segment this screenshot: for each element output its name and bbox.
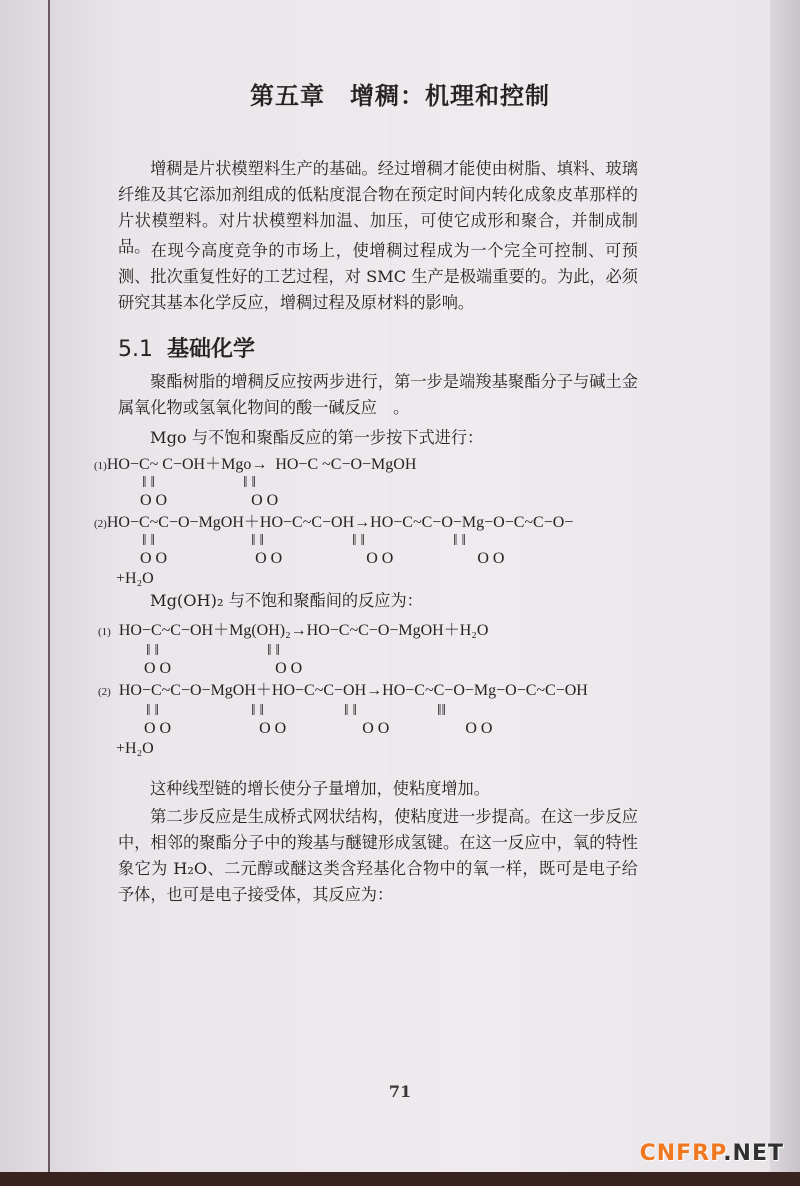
closing-paragraph-1	[118, 776, 638, 802]
carbonyl-oxygens: O O O O	[140, 492, 279, 509]
mgoh2-intro	[118, 588, 638, 614]
watermark-brand: CNFRP	[639, 1141, 724, 1166]
paragraph-text: 聚酯树脂的增稠反应按两步进行，第一步是端羧基聚酯分子与碱土金属氧化物或氢氧化物间的酸一碱反应 。	[118, 372, 638, 417]
carbonyl-oxygens: O O O O O O O O	[140, 550, 505, 567]
byproduct-water: +H₂O	[116, 570, 154, 587]
reaction-equation: HO−C~ C−OH＋Mgo→ HO−C ~C−O−MgOH	[106, 456, 417, 473]
section-paragraph-1	[118, 369, 638, 421]
closing-paragraph-2	[118, 804, 638, 908]
double-bond-marks: ‖ ‖ ‖ ‖ ‖ ‖ ‖ ‖	[142, 532, 466, 549]
reaction-label: (2)	[94, 518, 107, 530]
reaction-label: (1)	[98, 626, 111, 638]
site-watermark	[640, 1141, 784, 1166]
reaction-equation: HO−C~C−O−MgOH＋HO−C~C−OH→HO−C~C−O−Mg−O−C~C−OH	[118, 682, 588, 699]
section-heading	[118, 332, 255, 363]
reaction-label: (2)	[98, 686, 111, 698]
book-spine-edge	[0, 0, 50, 1186]
paragraph-text: 第二步反应是生成桥式网状结构，使粘度进一步提高。在这一步反应中，相邻的聚酯分子中的羧基与醚键形成氢键。在这一反应中，氧的特性象它为 H₂O、二元醇或醚这类含羟基化合物中的氧一样，既可是电子给予体，也可是电子接受体，其反应为：	[118, 807, 638, 904]
scan-bottom-edge	[0, 1172, 800, 1186]
chapter-title: 第五章 增稠：机理和控制	[250, 82, 550, 110]
reaction-equation: HO−C~C−OH＋Mg(OH)₂→HO−C~C−O−MgOH＋H₂O	[118, 622, 489, 639]
double-bond-marks: ‖ ‖ ‖ ‖	[146, 642, 280, 659]
paragraph-text: Mg(OH)₂ 与不饱和聚酯间的反应为：	[150, 591, 423, 610]
byproduct-water: +H₂O	[116, 740, 154, 757]
paragraph-text: 增稠是片状模塑料生产的基础。经过增稠才能使由树脂、填料、玻璃纤维及其它添加剂组成的低粘度混合物在预定时间内转化成象皮革那样的片状模塑料。对片状模塑料加温、加压，可使它成形和聚合，并制成制品。	[118, 159, 638, 256]
page-stack-edge	[770, 0, 800, 1186]
double-bond-marks: ‖ ‖ ‖ ‖ ‖ ‖ ‖‖	[146, 702, 446, 719]
section-title: 基础化学	[167, 337, 256, 362]
page-number: 71	[388, 1082, 412, 1101]
reaction-label: (1)	[94, 460, 107, 472]
watermark-tld: .NET	[723, 1141, 784, 1166]
section-paragraph-2	[118, 425, 638, 451]
reaction-equation: HO−C~C−O−MgOH＋HO−C~C−OH→HO−C~C−O−Mg−O−C~C−O−	[106, 514, 574, 531]
paragraph-text: Mgo 与不饱和聚酯反应的第一步按下式进行：	[150, 428, 484, 447]
double-bond-marks: ‖ ‖ ‖ ‖	[142, 474, 256, 491]
intro-paragraph-2	[118, 238, 638, 316]
paragraph-text: 在现今高度竞争的市场上，使增稠过程成为一个完全可控制、可预测、批次重复性好的工艺过程，对 SMC 生产是极端重要的。为此，必须研究其基本化学反应，增稠过程及原材料的影响。	[118, 241, 638, 312]
carbonyl-oxygens: O O O O O O O O	[144, 720, 493, 737]
carbonyl-oxygens: O O O O	[144, 660, 303, 677]
section-number: 5.1	[118, 337, 153, 362]
paragraph-text: 这种线型链的增长使分子量增加，使粘度增加。	[150, 779, 490, 798]
